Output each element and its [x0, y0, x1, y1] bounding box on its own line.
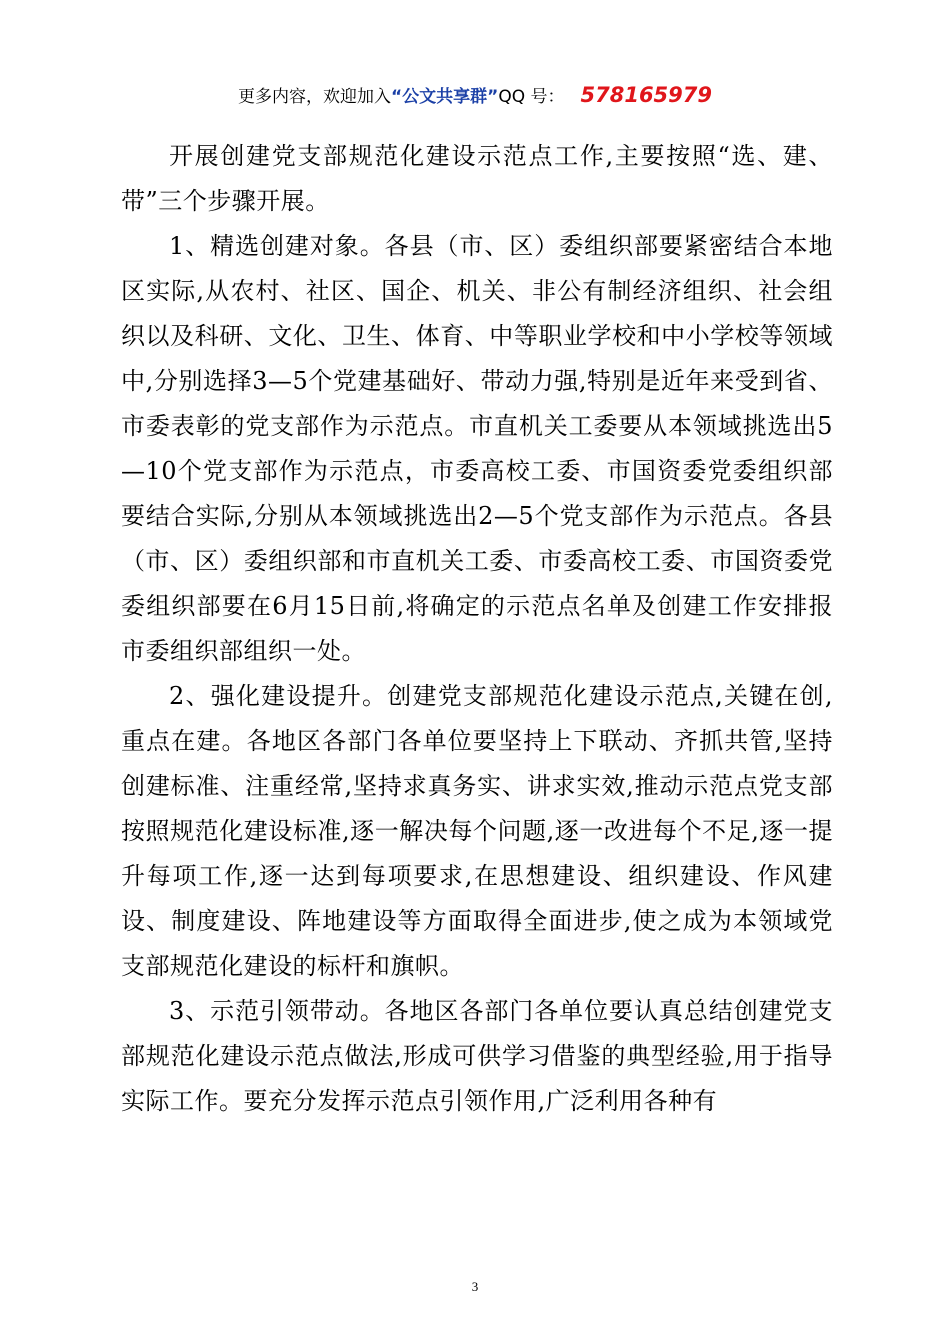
- document-body: [121, 134, 833, 1124]
- promo-header: [0, 82, 950, 110]
- group-name: “公文共享群”: [390, 87, 499, 107]
- page-number: 3: [471, 1279, 479, 1294]
- qq-number: 578165979: [580, 83, 713, 107]
- paragraph-lead: 3、示范引领带动。各地区各部门各单位要认真总结创建党支部规范化建设示范点做法,形成可供学习借鉴的典型经验,用于指导实际工作。要充分发挥示范点引领作用,广泛利用各种有: [121, 997, 833, 1115]
- paragraph-select: 1、精选创建对象。各县（市、区）委组织部要紧密结合本地区实际,从农村、社区、国企、机关、非公有制经济组织、社会组织以及科研、文化、卫生、体育、中等职业学校和中小学校等领域中,分别选择3—5个党建基础好、带动力强,特别是近年来受到省、市委表彰的党支部作为示范点。市直机关工委要从本领域挑选出5—10个党支部作为示范点，市委高校工委、市国资委党委组织部要结合实际,分别从本领域挑选出2—5个党支部作为示范点。各县（市、区）委组织部和市直机关工委、市委高校工委、市国资委党委组织部要在6月15日前,将确定的示范点名单及创建工作安排报市委组织部组织一处。: [121, 232, 833, 665]
- qq-label: QQ 号：: [498, 87, 565, 107]
- paragraph-build: 2、强化建设提升。创建党支部规范化建设示范点,关键在创,重点在建。各地区各部门各单位要坚持上下联动、齐抓共管,坚持创建标准、注重经常,坚持求真务实、讲求实效,推动示范点党支部按照规范化建设标准,逐一解决每个问题,逐一改进每个不足,逐一提升每项工作,逐一达到每项要求,在思想建设、组织建设、作风建设、制度建设、阵地建设等方面取得全面进步,使之成为本领域党支部规范化建设的标杆和旗帜。: [121, 682, 833, 980]
- paragraph-intro: 开展创建党支部规范化建设示范点工作,主要按照“选、建、带”三个步骤开展。: [121, 142, 833, 215]
- promo-prefix: 更多内容，欢迎加入: [237, 87, 391, 107]
